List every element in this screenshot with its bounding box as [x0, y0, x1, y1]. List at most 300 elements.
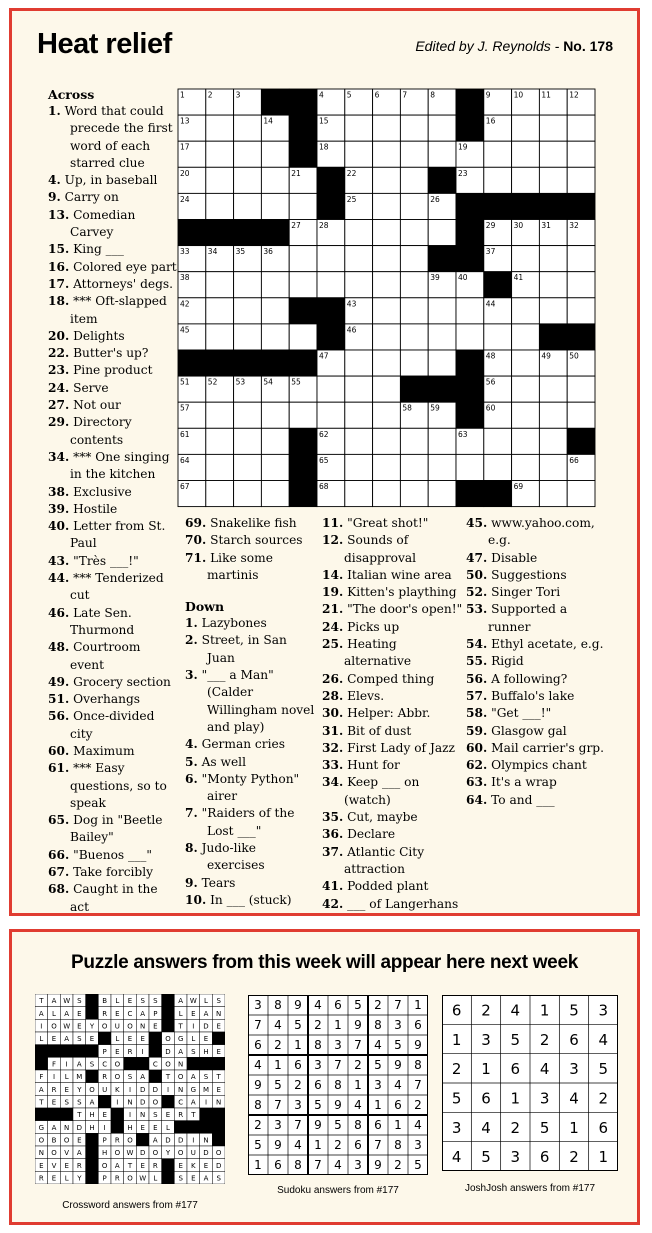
grid-digit: 1 [254, 1158, 262, 1172]
answer-letter: N [216, 1009, 222, 1018]
clue-number: 30. [322, 706, 344, 721]
answer-letter: I [141, 1047, 144, 1056]
grid-block [428, 376, 456, 402]
clue [48, 691, 178, 708]
grid-digit: 4 [451, 1148, 462, 1167]
grid-cell-number: 23 [458, 168, 468, 178]
grid-cell[interactable] [539, 376, 567, 402]
grid-cell[interactable] [373, 220, 401, 246]
grid-cell[interactable] [400, 115, 428, 141]
answer-letter: O [177, 1149, 184, 1158]
answer-letter: S [203, 1073, 209, 1082]
grid-cell[interactable] [373, 376, 401, 402]
answer-letter: R [127, 1047, 133, 1056]
grid-cell-number: 32 [569, 221, 579, 230]
answer-letter: D [165, 1047, 171, 1056]
grid-cell[interactable] [512, 115, 540, 141]
answer-letter: A [64, 1035, 70, 1044]
grid-cell[interactable] [373, 272, 401, 298]
answer-letter: O [152, 1098, 159, 1107]
grid-cell[interactable] [373, 115, 401, 141]
grid-digit: 9 [354, 1018, 362, 1032]
grid-cell[interactable] [206, 481, 234, 507]
grid-cell[interactable] [234, 272, 262, 298]
grid-cell[interactable] [373, 193, 401, 219]
grid-digit: 8 [294, 1158, 302, 1172]
answer-block [162, 1095, 175, 1108]
answer-letter: S [153, 1111, 158, 1120]
answer-letter: S [191, 1047, 196, 1056]
clue [185, 754, 317, 771]
grid-cell[interactable] [206, 298, 234, 324]
answer-letter: L [39, 1035, 44, 1044]
grid-cell[interactable] [317, 246, 345, 272]
grid-cell[interactable] [289, 246, 317, 272]
grid-cell[interactable] [206, 272, 234, 298]
grid-cell[interactable] [206, 402, 234, 428]
grid-block [261, 89, 289, 115]
grid-cell[interactable] [261, 402, 289, 428]
grid-cell-number: 68 [319, 482, 329, 491]
answer-letter: R [102, 1073, 108, 1082]
clue-text: To and ___ [491, 792, 555, 807]
answer-letter: L [52, 1009, 56, 1018]
grid-cell[interactable] [539, 428, 567, 454]
clue-text: Late Sen. Thurmond [70, 605, 135, 637]
grid-cell[interactable] [428, 350, 456, 376]
grid-digit: 8 [354, 1118, 362, 1132]
grid-cell[interactable] [539, 402, 567, 428]
grid-cell-number: 25 [346, 194, 357, 204]
grid-block [539, 324, 567, 350]
clue-number: 59. [466, 723, 488, 738]
answer-letter: D [139, 1085, 146, 1094]
clue-text: Heating alternative [344, 637, 412, 669]
answer-letter: S [77, 1035, 82, 1044]
grid-cell[interactable] [234, 115, 262, 141]
answer-letter: D [203, 1022, 209, 1031]
grid-cell[interactable] [456, 324, 484, 350]
grid-cell[interactable] [234, 193, 262, 219]
answer-letter: C [178, 1098, 184, 1107]
grid-cell[interactable] [373, 481, 401, 507]
clue [48, 172, 178, 189]
grid-cell-number: 53 [235, 377, 246, 387]
grid-digit: 3 [254, 998, 262, 1012]
grid-cell-number: 54 [263, 377, 273, 387]
grid-cell[interactable] [345, 220, 373, 246]
grid-cell[interactable] [373, 246, 401, 272]
answer-letter: K [191, 1161, 196, 1170]
clue [48, 881, 178, 916]
clue-number: 24. [48, 380, 70, 395]
grid-cell[interactable] [539, 272, 567, 298]
answer-letter: O [114, 1149, 121, 1158]
clue-number: 43. [48, 553, 70, 568]
answer-letter: F [39, 1073, 44, 1082]
grid-cell-number: 52 [207, 377, 218, 387]
grid-cell[interactable] [400, 220, 428, 246]
grid-digit: 5 [394, 1038, 402, 1052]
grid-cell[interactable] [400, 298, 428, 324]
grid-digit: 1 [451, 1030, 462, 1049]
grid-cell[interactable] [400, 141, 428, 167]
grid-block [289, 141, 317, 167]
grid-cell[interactable] [567, 481, 595, 507]
grid-cell[interactable] [512, 350, 540, 376]
grid-cell[interactable] [428, 481, 456, 507]
grid-block [289, 89, 317, 115]
answer-letter: T [165, 1073, 171, 1082]
answer-letter: D [165, 1136, 171, 1145]
grid-cell[interactable] [400, 324, 428, 350]
grid-cell-number: 33 [180, 247, 190, 257]
answer-letter: E [140, 1161, 145, 1170]
grid-cell[interactable] [345, 272, 373, 298]
grid-digit: 2 [334, 1138, 342, 1152]
clue [322, 774, 466, 809]
answer-letter: D [139, 1098, 146, 1107]
grid-digit: 2 [394, 1158, 402, 1172]
answer-letter: P [153, 1009, 158, 1018]
grid-digit: 4 [254, 1058, 262, 1072]
grid-cell[interactable] [512, 454, 540, 480]
grid-digit: 2 [569, 1148, 579, 1167]
grid-digit: 4 [314, 998, 322, 1012]
grid-cell[interactable] [484, 428, 512, 454]
answer-block [212, 1032, 225, 1045]
clue-number: 7. [185, 806, 198, 821]
clue [322, 740, 466, 757]
grid-digit: 7 [274, 1098, 282, 1112]
grid-cell[interactable] [400, 246, 428, 272]
clue [185, 805, 317, 840]
clue-number: 31. [322, 723, 344, 738]
clue-number: 39. [48, 501, 70, 516]
grid-cell[interactable] [484, 324, 512, 350]
clue [185, 632, 317, 667]
grid-block [456, 220, 484, 246]
clue-text: Glasgow gal [491, 723, 567, 738]
clue-number: 27. [48, 398, 70, 413]
grid-digit: 4 [274, 1018, 282, 1032]
grid-cell[interactable] [428, 220, 456, 246]
grid-cell[interactable] [234, 167, 262, 193]
grid-cell[interactable] [206, 454, 234, 480]
grid-cell[interactable] [345, 141, 373, 167]
grid-cell[interactable] [373, 167, 401, 193]
grid-cell[interactable] [428, 115, 456, 141]
grid-cell[interactable] [373, 324, 401, 350]
clue-text: Rigid [491, 654, 524, 669]
clue-number: 9. [48, 190, 61, 205]
grid-cell[interactable] [456, 298, 484, 324]
clue-number: 28. [322, 688, 344, 703]
grid-digit: 8 [394, 1138, 402, 1152]
clue-text: Up, in baseball [64, 173, 158, 188]
answer-block [212, 1133, 225, 1146]
clue-text: Buffalo's lake [491, 688, 575, 703]
grid-cell[interactable] [345, 481, 373, 507]
grid-cell[interactable] [484, 167, 512, 193]
grid-cell[interactable] [400, 193, 428, 219]
grid-cell-number: 36 [263, 247, 273, 257]
grid-cell[interactable] [261, 481, 289, 507]
grid-cell[interactable] [428, 454, 456, 480]
grid-cell[interactable] [373, 428, 401, 454]
grid-cell[interactable] [261, 167, 289, 193]
grid-digit: 3 [539, 1089, 550, 1108]
grid-cell[interactable] [512, 246, 540, 272]
clue-number: 60. [466, 740, 488, 755]
clue-text: Hunt for [347, 758, 400, 773]
grid-cell-number: 5 [346, 90, 352, 100]
grid-cell-number: 43 [346, 299, 357, 309]
clue-text: Delights [73, 328, 125, 343]
answer-letter: I [192, 1022, 195, 1031]
grid-cell[interactable] [539, 115, 567, 141]
grid-cell[interactable] [206, 141, 234, 167]
grid-digit: 2 [254, 1118, 262, 1132]
clue-text: "Get ___!" [491, 706, 552, 721]
editor-name: Edited by J. Reynolds [415, 38, 551, 54]
grid-digit: 4 [569, 1089, 579, 1108]
joshjosh-answers-caption: JoshJosh answers from #177 [464, 1183, 596, 1194]
clue [466, 636, 606, 653]
grid-cell[interactable] [567, 246, 595, 272]
grid-digit: 4 [510, 1001, 521, 1020]
grid-cell[interactable] [484, 141, 512, 167]
grid-cell[interactable] [512, 428, 540, 454]
grid-cell[interactable] [234, 402, 262, 428]
grid-digit: 6 [414, 1018, 422, 1032]
grid-cell[interactable] [512, 376, 540, 402]
grid-cell[interactable] [567, 115, 595, 141]
grid-digit: 4 [598, 1030, 609, 1049]
answer-letter: E [102, 1111, 107, 1120]
grid-block [567, 324, 595, 350]
clue [48, 397, 178, 414]
clue-text: Starch sources [210, 533, 303, 548]
grid-cell-number: 8 [430, 90, 435, 100]
clue [322, 844, 466, 879]
grid-cell-number: 6 [374, 90, 380, 100]
grid-cell-number: 31 [541, 221, 551, 230]
grid-digit: 1 [314, 1138, 322, 1152]
answer-block [212, 1057, 225, 1070]
grid-cell[interactable] [484, 454, 512, 480]
grid-cell[interactable] [428, 141, 456, 167]
grid-cell[interactable] [234, 454, 262, 480]
grid-cell[interactable] [317, 272, 345, 298]
grid-cell[interactable] [400, 272, 428, 298]
clue-number: 38. [48, 484, 70, 499]
grid-cell[interactable] [345, 350, 373, 376]
grid-cell[interactable] [261, 454, 289, 480]
grid-cell[interactable] [567, 272, 595, 298]
clue-text: Attorneys' degs. [73, 276, 174, 291]
grid-cell[interactable] [261, 298, 289, 324]
answer-letter: O [63, 1136, 70, 1145]
grid-block [456, 193, 484, 219]
grid-cell-number: 49 [541, 351, 551, 361]
clue-text: King ___ [73, 242, 124, 257]
grid-cell[interactable] [373, 141, 401, 167]
answer-block [136, 1133, 149, 1146]
grid-cell[interactable] [234, 141, 262, 167]
clue-number: 20. [48, 328, 70, 343]
clue-text: "Très ___!" [73, 553, 139, 568]
grid-cell[interactable] [345, 246, 373, 272]
answer-letter: V [64, 1149, 70, 1158]
clue-text: Overhangs [73, 692, 141, 707]
grid-cell[interactable] [400, 350, 428, 376]
grid-cell[interactable] [428, 298, 456, 324]
clue [322, 515, 466, 532]
grid-digit: 4 [334, 1158, 342, 1172]
grid-cell[interactable] [289, 324, 317, 350]
clue-number: 51. [48, 692, 70, 707]
grid-cell-number: 35 [235, 247, 246, 257]
grid-cell[interactable] [400, 481, 428, 507]
clue-number: 3. [185, 668, 198, 683]
grid-cell[interactable] [289, 193, 317, 219]
clue-number: 4. [48, 173, 61, 188]
grid-cell[interactable] [261, 193, 289, 219]
grid-cell-number: 38 [180, 273, 190, 283]
grid-cell[interactable] [567, 167, 595, 193]
grid-cell[interactable] [345, 428, 373, 454]
grid-cell[interactable] [373, 402, 401, 428]
grid-cell[interactable] [206, 167, 234, 193]
grid-cell-number: 60 [485, 403, 496, 413]
grid-cell[interactable] [317, 376, 345, 402]
clue-number: 1. [48, 104, 61, 118]
clue-text: Helper: Abbr. [347, 706, 431, 721]
grid-cell[interactable] [400, 428, 428, 454]
grid-cell[interactable] [567, 298, 595, 324]
answer-letter: E [153, 1123, 158, 1132]
grid-block [317, 298, 345, 324]
clue-number: 53. [466, 602, 488, 617]
answer-letter: O [165, 1060, 171, 1069]
grid-block [261, 350, 289, 376]
grid-digit: 5 [294, 1018, 302, 1032]
grid-cell[interactable] [567, 141, 595, 167]
answer-letter: O [51, 1149, 57, 1158]
clue [466, 757, 606, 774]
grid-cell[interactable] [512, 402, 540, 428]
grid-cell[interactable] [234, 481, 262, 507]
grid-cell[interactable] [234, 298, 262, 324]
grid-cell[interactable] [512, 141, 540, 167]
answer-letter: W [63, 997, 71, 1006]
grid-block [512, 193, 540, 219]
grid-cell[interactable] [234, 428, 262, 454]
grid-cell-number: 65 [319, 455, 329, 465]
grid-cell[interactable] [289, 402, 317, 428]
grid-cell-number: 15 [319, 116, 329, 126]
grid-cell[interactable] [567, 402, 595, 428]
clue-text: Tears [201, 875, 236, 890]
grid-digit: 3 [451, 1118, 462, 1137]
clue-text: Olympics chant [491, 758, 587, 773]
clue-number: 56. [48, 709, 70, 724]
crossword-grid[interactable] [177, 88, 596, 508]
grid-cell[interactable] [428, 324, 456, 350]
grid-cell[interactable] [345, 454, 373, 480]
grid-cell[interactable] [317, 402, 345, 428]
clue [466, 723, 606, 740]
answer-letter: S [216, 997, 221, 1006]
grid-cell[interactable] [261, 141, 289, 167]
grid-cell[interactable] [206, 115, 234, 141]
grid-cell[interactable] [289, 272, 317, 298]
grid-cell[interactable] [428, 428, 456, 454]
grid-cell[interactable] [456, 454, 484, 480]
grid-cell[interactable] [206, 193, 234, 219]
grid-cell[interactable] [261, 272, 289, 298]
grid-cell-number: 3 [235, 90, 241, 100]
grid-cell[interactable] [261, 428, 289, 454]
answer-letter: B [51, 1136, 57, 1145]
grid-digit: 2 [451, 1060, 462, 1079]
grid-digit: 6 [354, 1138, 362, 1152]
grid-cell[interactable] [400, 167, 428, 193]
grid-cell[interactable] [512, 167, 540, 193]
sudoku-answers-grid [248, 995, 428, 1175]
answer-block [73, 1045, 86, 1058]
grid-cell[interactable] [373, 298, 401, 324]
grid-cell-number: 14 [263, 116, 273, 126]
grid-cell[interactable] [261, 324, 289, 350]
grid-cell[interactable] [512, 324, 540, 350]
grid-cell[interactable] [345, 115, 373, 141]
grid-cell[interactable] [567, 376, 595, 402]
clue-number: 37. [322, 844, 344, 859]
grid-block [484, 481, 512, 507]
grid-cell[interactable] [345, 376, 373, 402]
grid-cell[interactable] [206, 324, 234, 350]
grid-digit: 1 [414, 998, 422, 1012]
grid-cell-number: 37 [485, 247, 496, 257]
grid-cell[interactable] [539, 141, 567, 167]
grid-cell[interactable] [512, 298, 540, 324]
grid-cell[interactable] [539, 167, 567, 193]
grid-cell[interactable] [373, 454, 401, 480]
answer-letter: H [203, 1047, 209, 1056]
grid-cell[interactable] [539, 454, 567, 480]
grid-cell[interactable] [373, 350, 401, 376]
grid-digit: 4 [294, 1138, 302, 1152]
answer-letter: F [51, 1060, 57, 1069]
grid-cell[interactable] [206, 428, 234, 454]
grid-cell[interactable] [234, 324, 262, 350]
grid-cell[interactable] [539, 246, 567, 272]
answer-letter: A [140, 1009, 146, 1018]
grid-cell[interactable] [345, 402, 373, 428]
answer-letter: E [140, 1123, 145, 1132]
grid-cell[interactable] [539, 481, 567, 507]
grid-cell[interactable] [400, 454, 428, 480]
clue [48, 484, 178, 501]
clue-number: 36. [322, 827, 344, 842]
grid-cell[interactable] [539, 298, 567, 324]
clue-text: As well [201, 754, 246, 769]
clue [185, 515, 317, 532]
clue-number: 46. [48, 605, 70, 620]
grid-cell-number: 20 [180, 168, 190, 178]
